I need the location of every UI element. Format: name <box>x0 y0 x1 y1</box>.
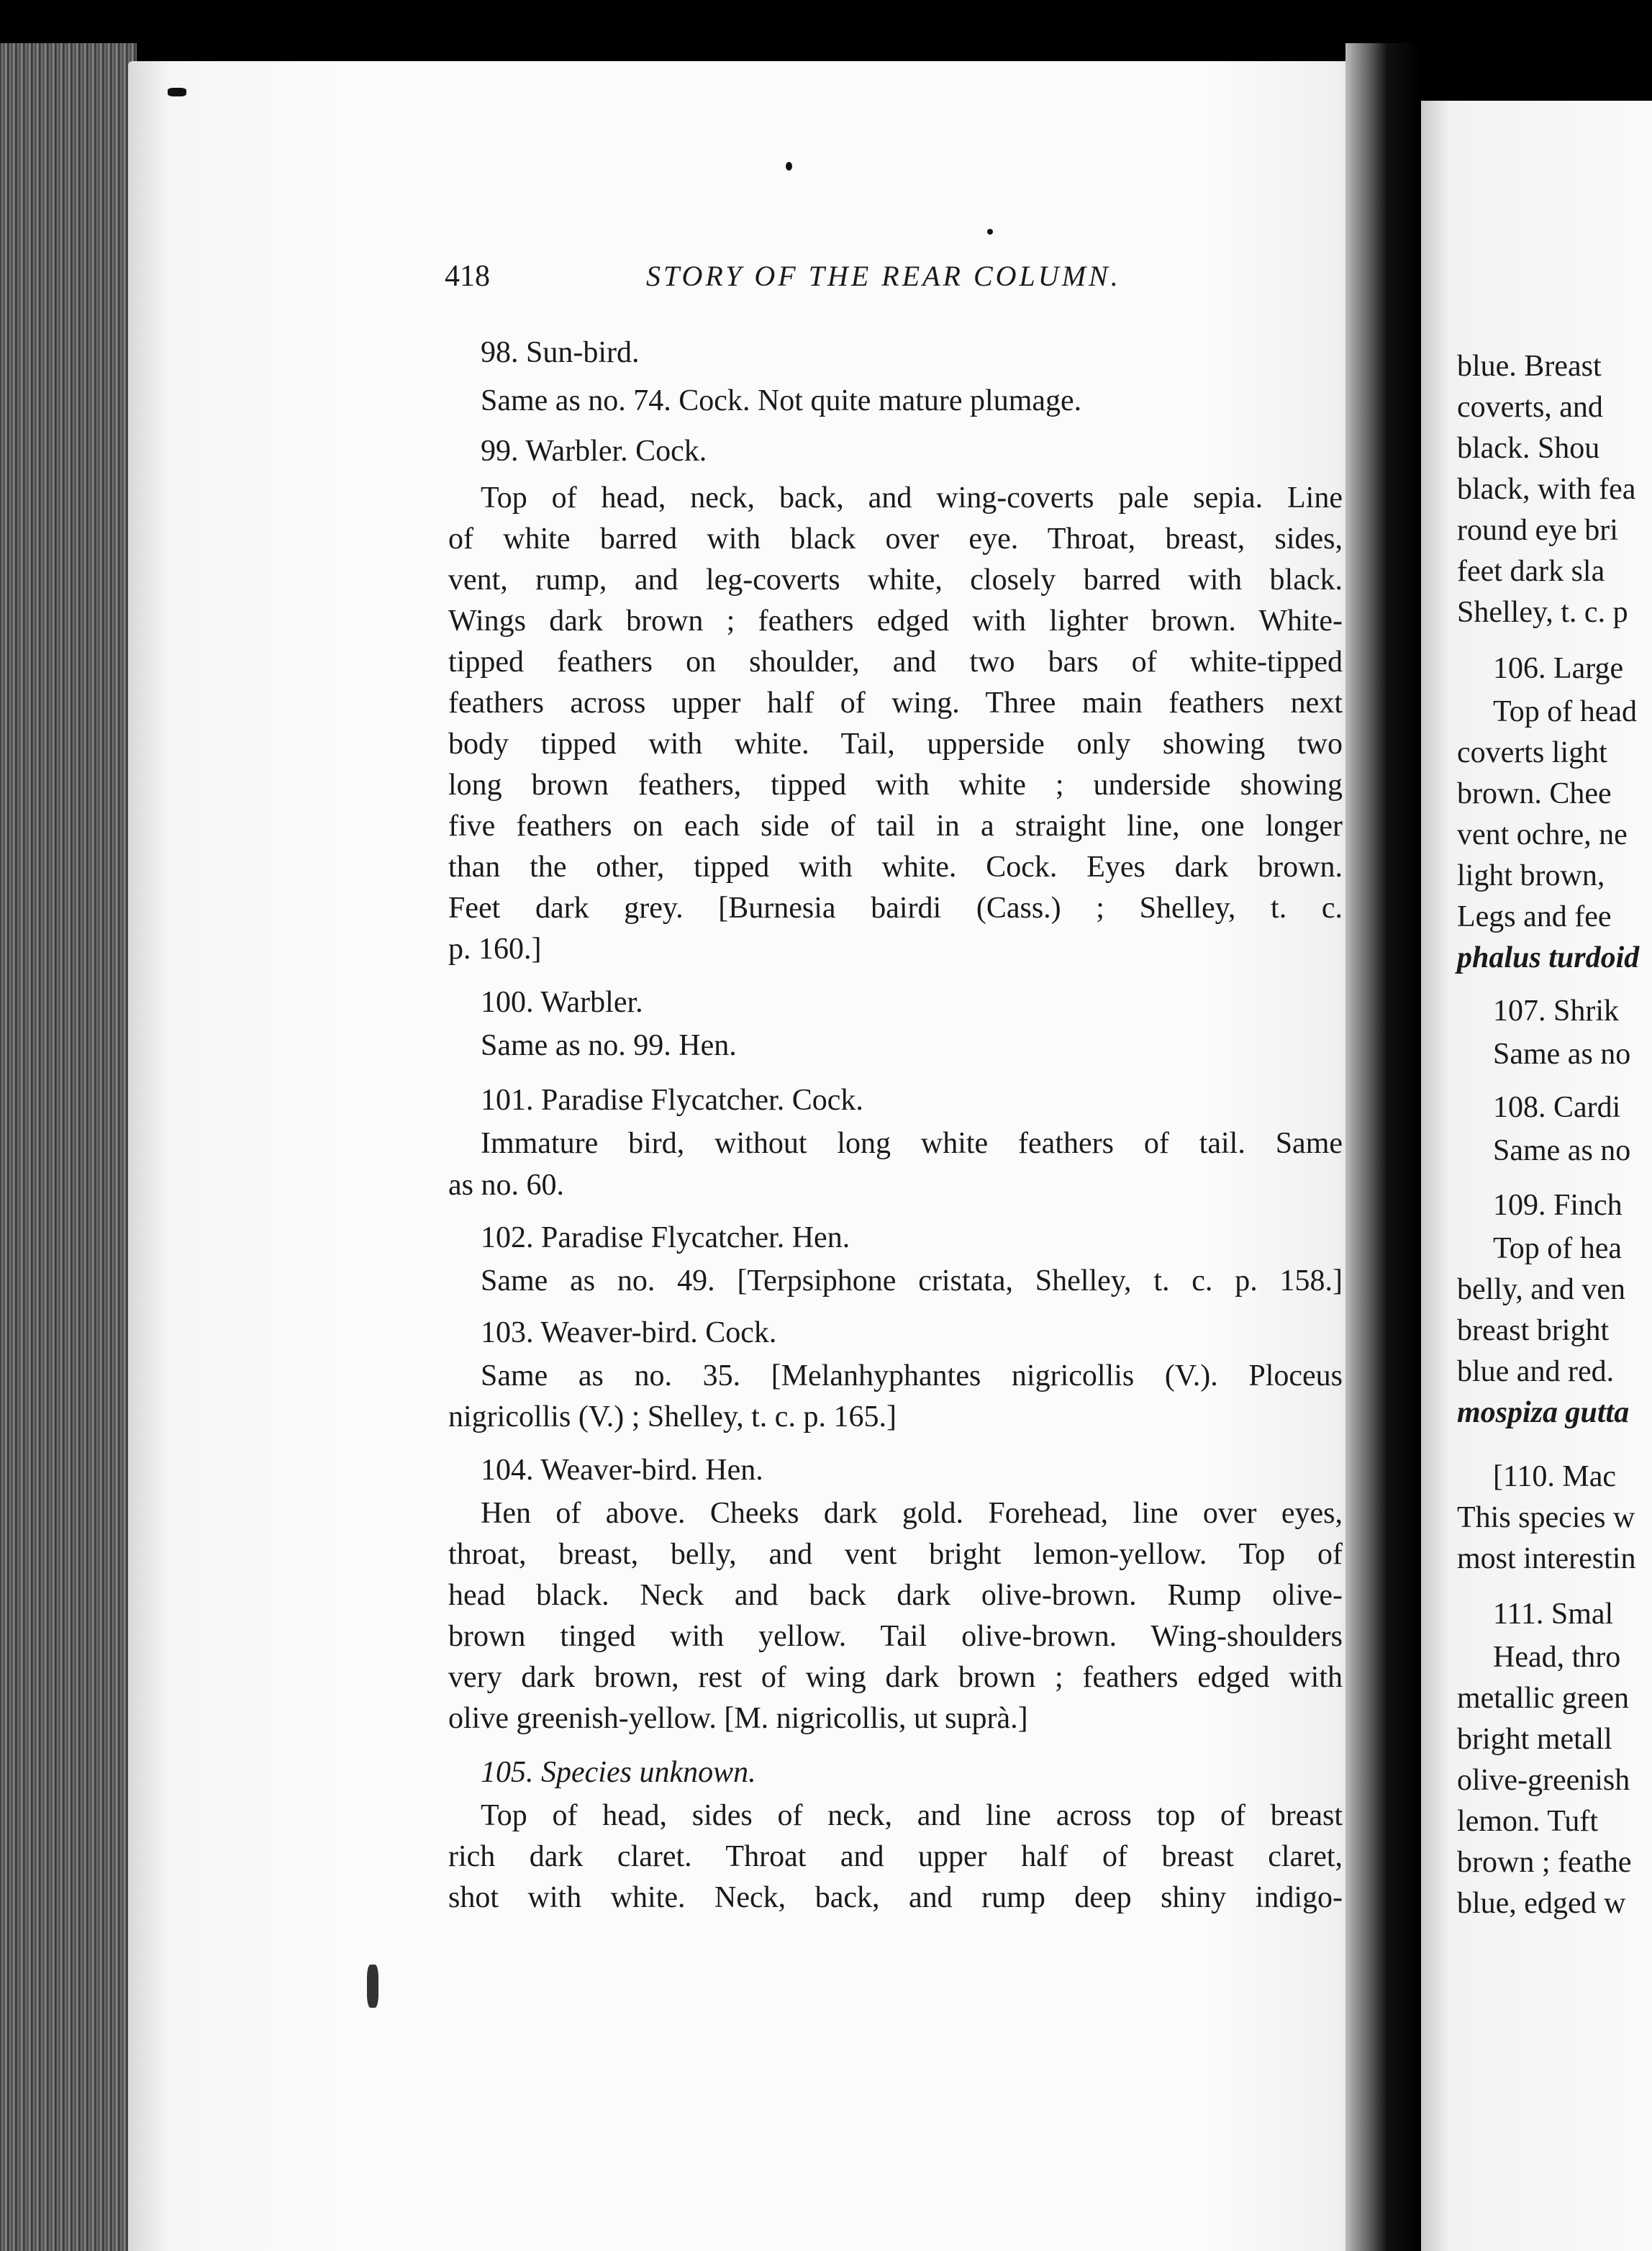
text-line: mospiza gutta <box>1457 1396 1630 1429</box>
entry-heading: 98. Sun-bird. <box>481 336 640 369</box>
text-line: olive-greenish <box>1457 1764 1630 1797</box>
text-line: long brown feathers, tipped with white ; underside showing <box>448 769 1343 802</box>
entry-heading: 108. Cardi <box>1493 1091 1621 1124</box>
text-line: blue. Breast <box>1457 350 1602 383</box>
text-line: Top of head, sides of neck, and line across top of breast <box>481 1799 1343 1832</box>
entry-heading: [110. Mac <box>1493 1460 1617 1493</box>
text-line: shot with white. Neck, back, and rump deep shiny indigo- <box>448 1881 1343 1914</box>
running-title: STORY OF THE REAR COLUMN. <box>646 260 1121 292</box>
entry-heading: 107. Shrik <box>1493 995 1620 1028</box>
text-line: Head, thro <box>1493 1641 1621 1674</box>
entry-heading: 102. Paradise Flycatcher. Hen. <box>481 1221 850 1254</box>
text-line: than the other, tipped with white. Cock. Eyes dark brown. <box>448 851 1343 884</box>
text-line: This species w <box>1457 1501 1635 1534</box>
entry-heading: 99. Warbler. Cock. <box>481 435 707 468</box>
text-line: brown tinged with yellow. Tail olive-brown. Wing-shoulders <box>448 1620 1343 1653</box>
text-line: vent ochre, ne <box>1457 818 1628 851</box>
text-line: p. 160.] <box>448 933 542 966</box>
text-line: coverts light <box>1457 736 1607 769</box>
text-line: tipped feathers on shoulder, and two bars of white-tipped <box>448 646 1343 679</box>
text-line: Same as no. 99. Hen. <box>481 1029 737 1062</box>
text-line: black, with fea <box>1457 473 1636 506</box>
text-line: vent, rump, and leg-coverts white, closely barred with black. <box>448 563 1343 597</box>
text-line: blue and red. <box>1457 1355 1615 1388</box>
entry-heading: 101. Paradise Flycatcher. Cock. <box>481 1084 863 1117</box>
text-line: lemon. Tuft <box>1457 1805 1599 1838</box>
text-line: Top of head, neck, back, and wing-coverts pale sepia. Line <box>481 481 1343 515</box>
text-line: feathers across upper half of wing. Three main feathers next <box>448 687 1343 720</box>
text-line: round eye bri <box>1457 514 1618 547</box>
text-line: Feet dark grey. [Burnesia bairdi (Cass.) ; Shelley, t. c. <box>448 892 1343 925</box>
text-line: olive greenish-yellow. [M. nigricollis, ut suprà.] <box>448 1702 1028 1735</box>
text-line: feet dark sla <box>1457 555 1605 588</box>
text-line: light brown, <box>1457 859 1605 892</box>
text-line: Hen of above. Cheeks dark gold. Forehead, line over eyes, <box>481 1497 1343 1530</box>
text-line: body tipped with white. Tail, upperside only showing two <box>448 728 1343 761</box>
text-line: as no. 60. <box>448 1169 564 1202</box>
entry-heading: 109. Finch <box>1493 1189 1622 1222</box>
entry-heading: 111. Smal <box>1493 1598 1614 1631</box>
page-number: 418 <box>445 260 490 293</box>
text-line: Same as no <box>1493 1038 1631 1071</box>
text-line: brown ; feathe <box>1457 1846 1632 1879</box>
text-line: Immature bird, without long white feathers of tail. Same <box>481 1127 1343 1160</box>
entry-heading: 100. Warbler. <box>481 986 643 1019</box>
text-line: very dark brown, rest of wing dark brown ; feathers edged with <box>448 1661 1343 1694</box>
entry-heading: 103. Weaver-bird. Cock. <box>481 1316 777 1349</box>
text-line: Same as no <box>1493 1134 1631 1167</box>
text-line: Wings dark brown ; feathers edged with lighter brown. White- <box>448 604 1343 638</box>
text-line: breast bright <box>1457 1314 1610 1347</box>
text-line: head black. Neck and back dark olive-brown. Rump olive- <box>448 1579 1343 1612</box>
text-line: Shelley, t. c. p <box>1457 596 1628 629</box>
text-line: throat, breast, belly, and vent bright lemon-yellow. Top of <box>448 1538 1343 1571</box>
entry-heading: 104. Weaver-bird. Hen. <box>481 1454 763 1487</box>
text-line: belly, and ven <box>1457 1273 1626 1306</box>
entry-heading: 105. Species unknown. <box>481 1756 756 1789</box>
text-line: Same as no. 35. [Melanhyphantes nigricollis (V.). Ploceus <box>481 1359 1343 1392</box>
text-line: Same as no. 49. [Terpsiphone cristata, Shelley, t. c. p. 158.] <box>481 1264 1343 1297</box>
text-line: black. Shou <box>1457 432 1600 465</box>
text-line: coverts, and <box>1457 391 1603 424</box>
text-line: Top of head <box>1493 695 1637 728</box>
text-line: nigricollis (V.) ; Shelley, t. c. p. 165.] <box>448 1400 897 1434</box>
text-line: Top of hea <box>1493 1232 1622 1265</box>
entry-heading: 106. Large <box>1493 652 1624 685</box>
text-line: Legs and fee <box>1457 900 1612 933</box>
text-line: five feathers on each side of tail in a straight line, one longer <box>448 810 1343 843</box>
text-line: Same as no. 74. Cock. Not quite mature plumage. <box>481 384 1082 417</box>
text-line: bright metall <box>1457 1723 1612 1756</box>
text-line: metallic green <box>1457 1682 1630 1715</box>
text-line: of white barred with black over eye. Throat, breast, sides, <box>448 522 1343 556</box>
text-line: brown. Chee <box>1457 777 1612 810</box>
text-line: blue, edged w <box>1457 1887 1626 1920</box>
text-line: rich dark claret. Throat and upper half of breast claret, <box>448 1840 1343 1873</box>
text-line: most interestin <box>1457 1542 1636 1575</box>
text-line: phalus turdoid <box>1457 941 1640 974</box>
